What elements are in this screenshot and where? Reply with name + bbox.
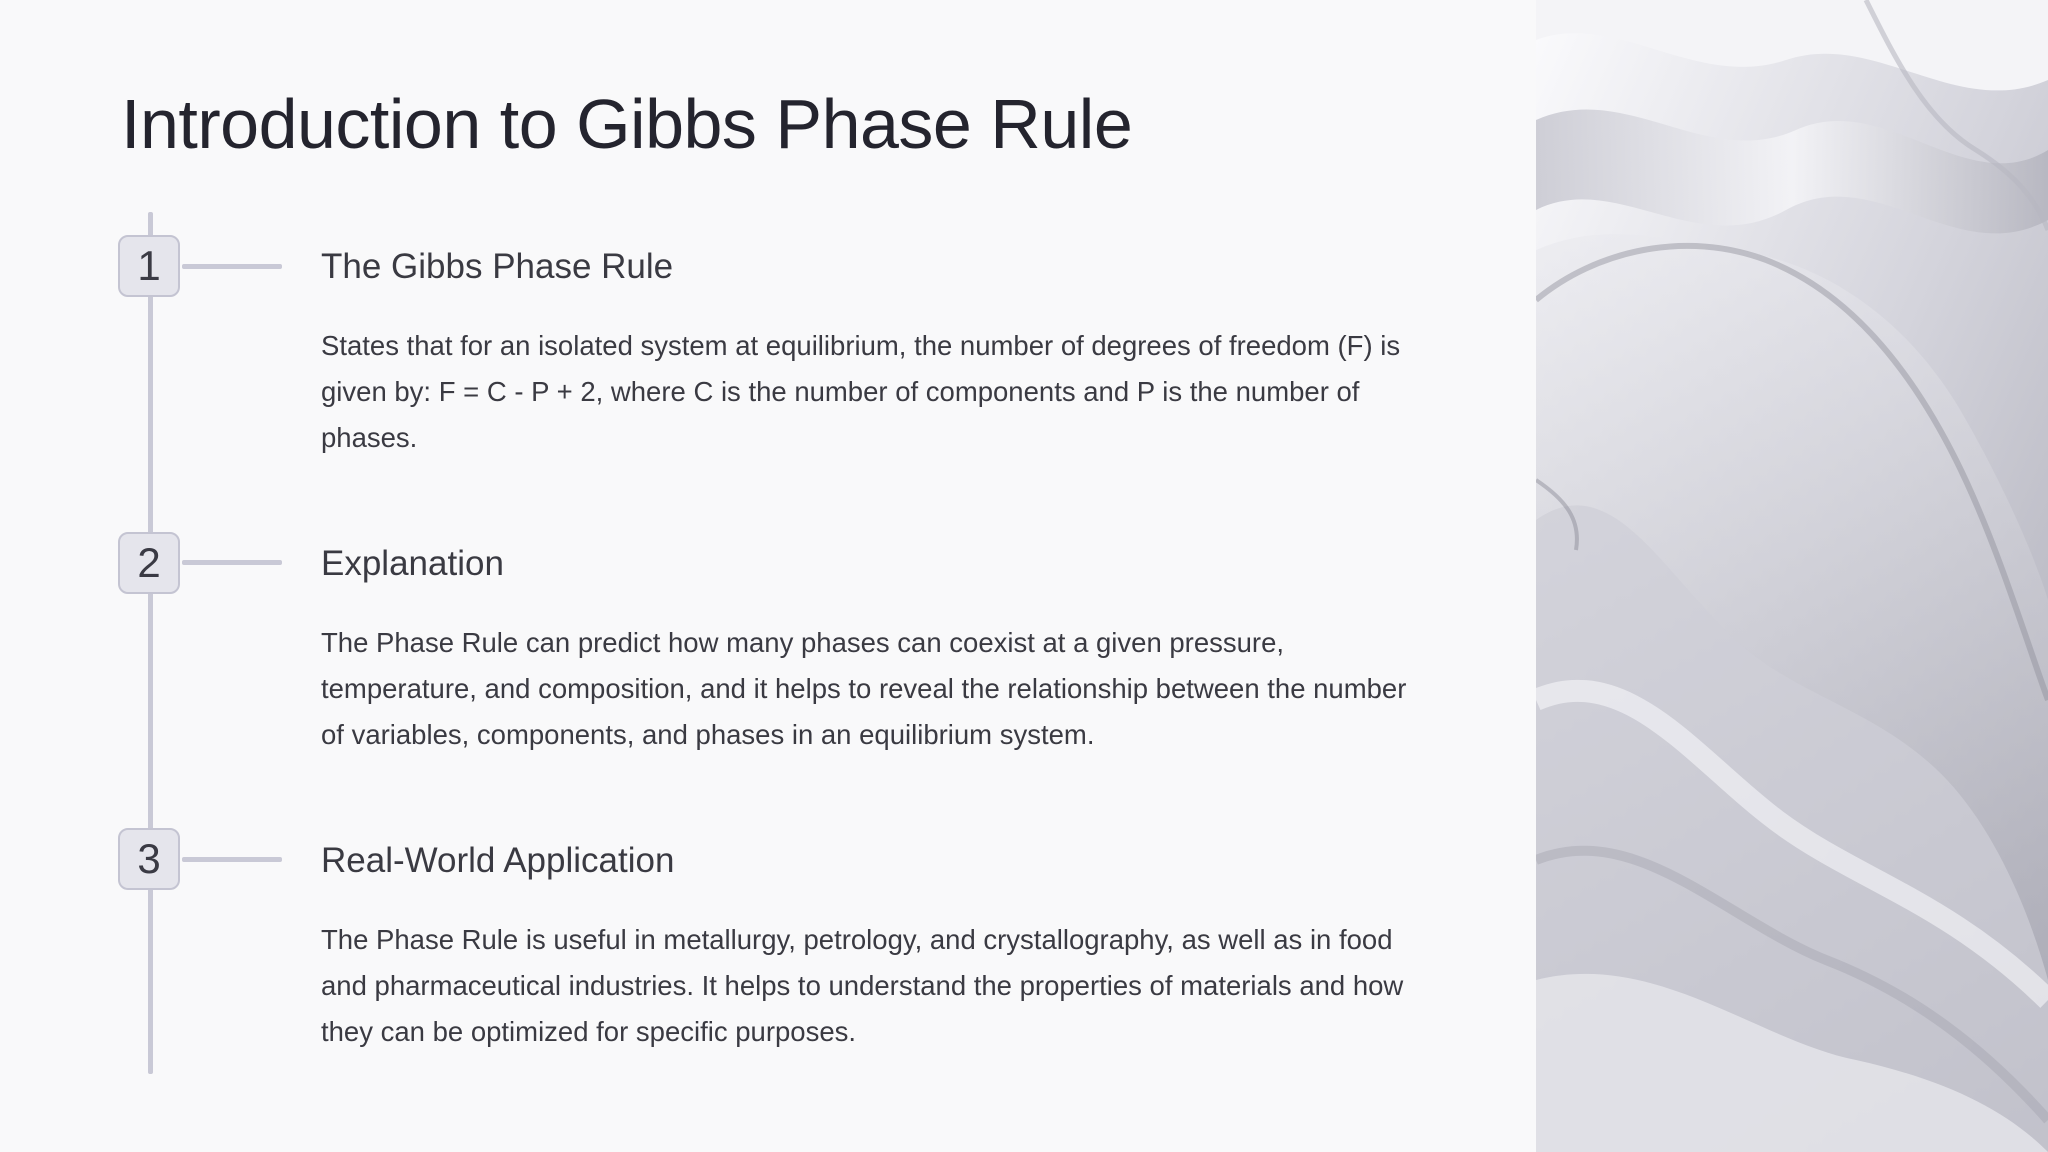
step-2-connector bbox=[182, 560, 282, 565]
step-1-body: States that for an isolated system at equilibrium, the number of degrees of freedom (F) is given by: F = C - P + 2, where C is the number of components and P is the number of phases. bbox=[321, 330, 1401, 453]
step-2-body: The Phase Rule can predict how many phases can coexist at a given pressure, temperature, and composition, and it helps to reveal the relationship between the number of variables, components, and phases in an equilibrium system. bbox=[321, 627, 1407, 750]
step-2-heading: Explanation bbox=[321, 544, 504, 583]
step-1-heading: The Gibbs Phase Rule bbox=[321, 247, 674, 286]
slide-title: Introduction to Gibbs Phase Rule bbox=[121, 85, 1133, 163]
step-3-connector bbox=[182, 857, 282, 862]
step-2-badge: 2 bbox=[118, 532, 180, 594]
step-3-heading: Real-World Application bbox=[321, 841, 675, 880]
step-3-body: The Phase Rule is useful in metallurgy, petrology, and crystallography, as well as in food and pharmaceutical industries. It helps to understand the properties of materials and how they can be optimized for specific purposes. bbox=[321, 924, 1404, 1047]
timeline-line bbox=[148, 212, 153, 1074]
abstract-waves-art bbox=[1536, 0, 2048, 1152]
abstract-silver-waves-image bbox=[1536, 0, 2048, 1152]
step-3-badge: 3 bbox=[118, 828, 180, 890]
step-1-connector bbox=[182, 264, 282, 269]
step-1-badge: 1 bbox=[118, 235, 180, 297]
